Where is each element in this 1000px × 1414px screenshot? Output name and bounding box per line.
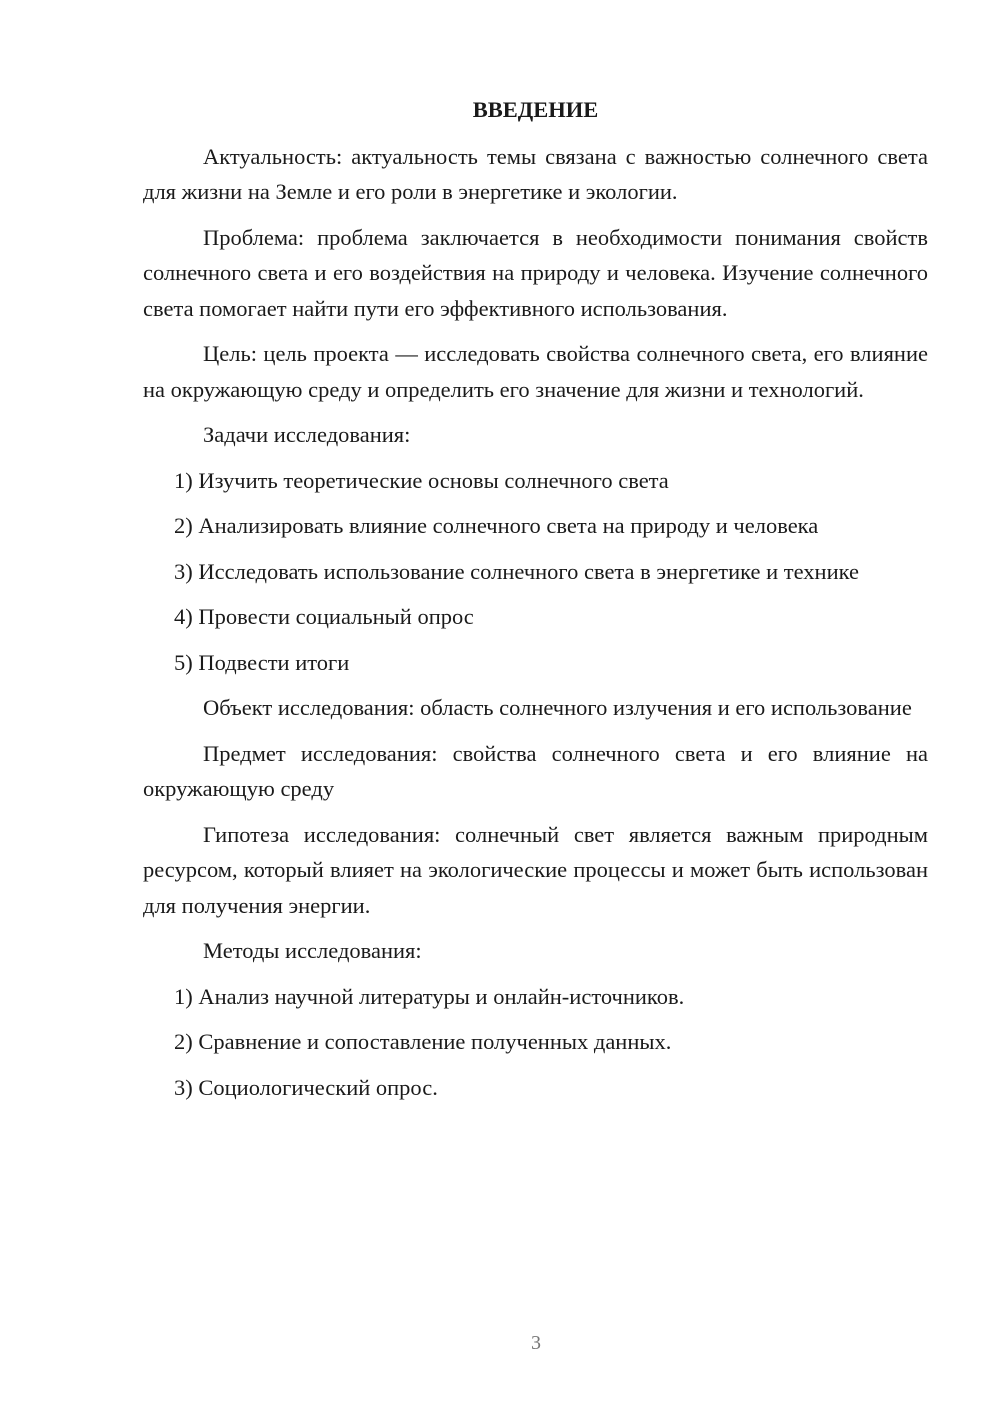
method-item-1: 1) Анализ научной литературы и онлайн-источников.	[174, 983, 685, 1009]
task-item-3: 3) Исследовать использование солнечного света в энергетике и технике	[174, 558, 859, 584]
goal-paragraph: Цель: цель проекта — исследовать свойства солнечного света, его влияние на окружающую среду и определить его значение для жизни и технологий.	[143, 341, 928, 402]
method-item-3: 3) Социологический опрос.	[174, 1074, 438, 1100]
hypothesis-paragraph: Гипотеза исследования: солнечный свет является важным природным ресурсом, который влияет на экологические процессы и может быть использован для получения энергии.	[143, 821, 928, 918]
subject-paragraph: Предмет исследования: свойства солнечного света и его влияние на окружающую среду	[143, 740, 928, 801]
tasks-heading: Задачи исследования:	[203, 422, 411, 447]
task-item-4: 4) Провести социальный опрос	[174, 604, 474, 629]
methods-heading: Методы исследования:	[203, 938, 422, 963]
relevance-paragraph: Актуальность: актуальность темы связана с важностью солнечного света для жизни на Земле и его роли в энергетике и экологии.	[143, 143, 928, 204]
method-item-2: 2) Сравнение и сопоставление полученных данных.	[174, 1029, 672, 1054]
task-item-1: 1) Изучить теоретические основы солнечного света	[174, 467, 669, 493]
problem-paragraph: Проблема: проблема заключается в необходимости понимания свойств солнечного света и его воздействия на природу и человека. Изучение солнечного света помогает найти пути его эффективного использования.	[143, 224, 928, 321]
page-title: ВВЕДЕНИЕ	[472, 97, 599, 122]
page-number: 3	[531, 1332, 541, 1354]
task-item-5: 5) Подвести итоги	[174, 649, 350, 675]
page-content	[143, 92, 928, 1115]
object-paragraph: Объект исследования: область солнечного излучения и его использование	[203, 695, 912, 720]
task-item-2: 2) Анализировать влияние солнечного света на природу и человека	[174, 513, 819, 538]
